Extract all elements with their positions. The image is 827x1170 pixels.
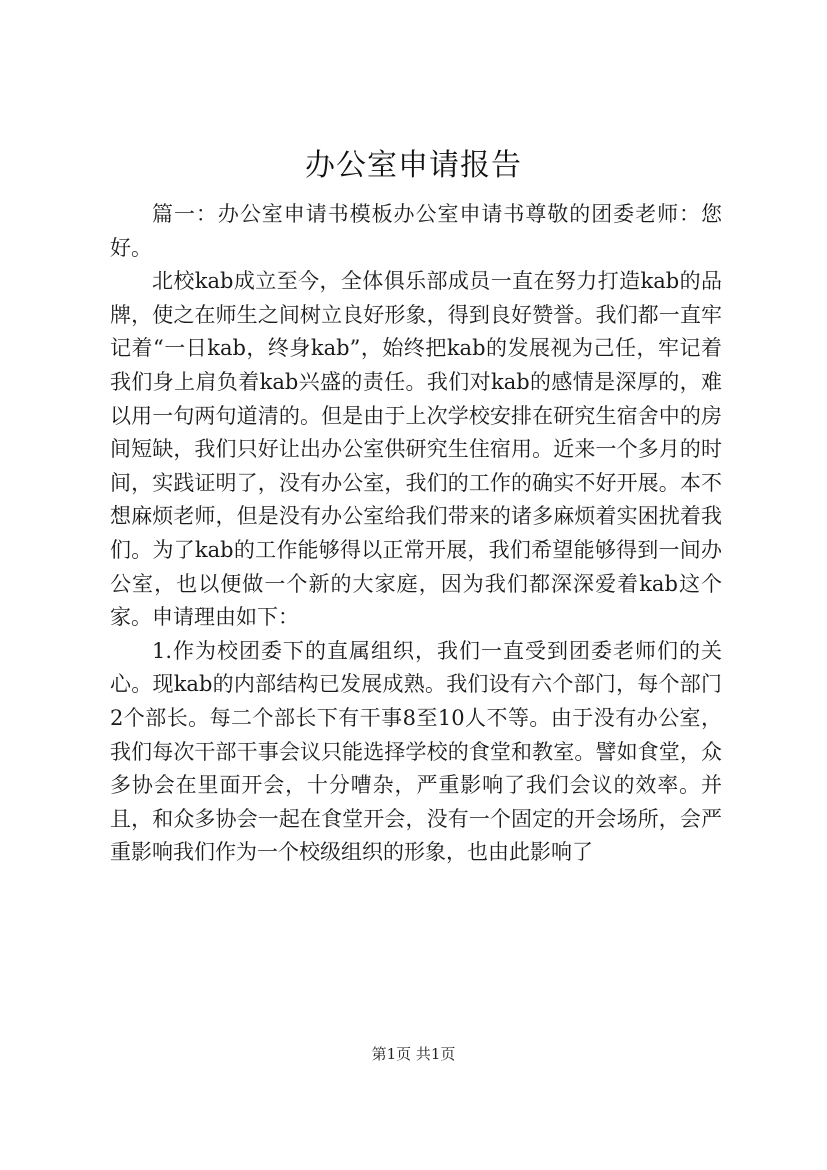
document-body	[110, 198, 722, 870]
document-title: 办公室申请报告	[305, 148, 522, 183]
paragraph-intro: 篇一：办公室申请书模板办公室申请书尊敬的团委老师：您好。	[110, 202, 722, 260]
page-number-footer: 第1页 共1页	[371, 1045, 456, 1063]
paragraph-reason-1: 1.作为校团委下的直属组织，我们一直受到团委老师们的关心。现kab的内部结构已发展成熟。我们设有六个部门，每个部门2个部长。每二个部长下有干事8至10人不等。由于没有办公室，我们每次干部干事会议只能选择学校的食堂和教室。譬如食堂，众多协会在里面开会，十分嘈杂，严重影响了我们会议的效率。并且，和众多协会一起在食堂开会，没有一个固定的开会场所，会严重影响我们作为一个校级组织的形象，也由此影响了	[110, 638, 722, 865]
paragraph-background: 北校kab成立至今，全体俱乐部成员一直在努力打造kab的品牌，使之在师生之间树立良好形象，得到良好赞誉。我们都一直牢记着“一日kab，终身kab”，始终把kab的发展视为己任，牢记着我们身上肩负着kab兴盛的责任。我们对kab的感情是深厚的，难以用一句两句道清的。但是由于上次学校安排在研究生宿舍中的房间短缺，我们只好让出办公室供研究生住宿用。近来一个多月的时间，实践证明了，没有办公室，我们的工作的确实不好开展。本不想麻烦老师，但是没有办公室给我们带来的诸多麻烦着实困扰着我们。为了kab的工作能够得以正常开展，我们希望能够得到一间办公室，也以便做一个新的大家庭，因为我们都深深爱着kab这个家。申请理由如下：	[110, 269, 722, 630]
